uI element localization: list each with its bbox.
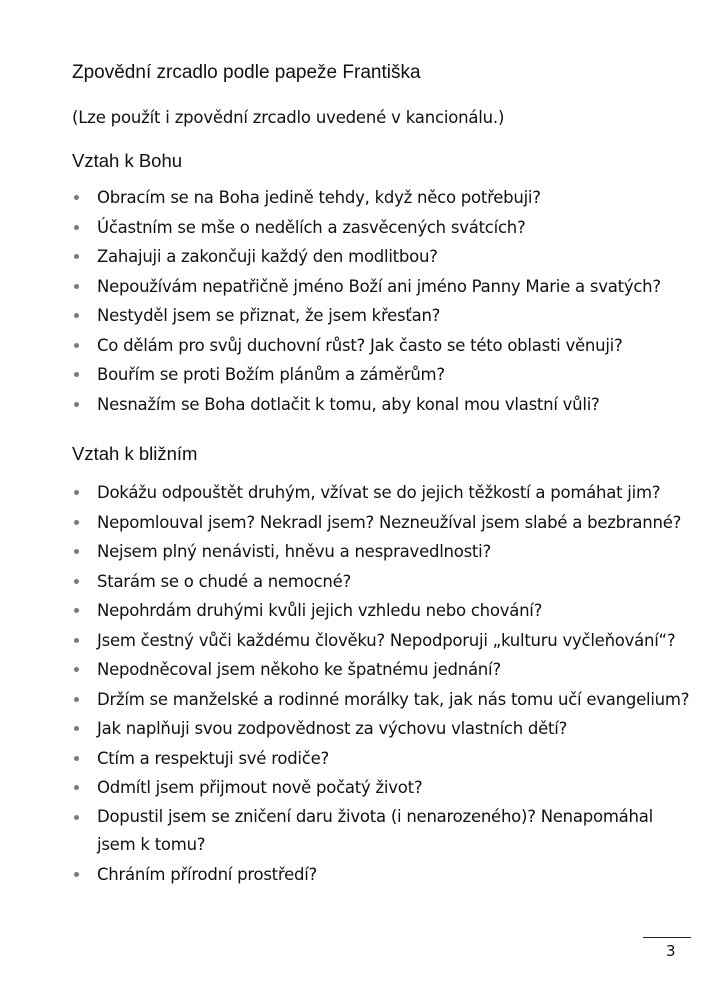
bullet-icon: [74, 254, 79, 259]
bullet-icon: [74, 815, 79, 820]
bullet-icon: [74, 520, 79, 525]
list-item: [72, 685, 690, 715]
bullet-icon: [74, 756, 79, 761]
list-relationship-to-neighbors: [72, 478, 690, 890]
list-item: [72, 655, 672, 685]
list-item-text: Dokážu odpouštět druhým, vžívat se do jejich těžkostí a pomáhat jim?: [97, 483, 661, 502]
section-heading-relationship-to-god: Vztah k Bohu: [72, 150, 183, 171]
bullet-icon: [74, 195, 79, 200]
list-item-text: Účastním se mše o nedělích a zasvěcených svátcích?: [97, 217, 526, 237]
list-item: [72, 183, 672, 213]
bullet-icon: [74, 225, 79, 230]
list-item-text: Obracím se na Boha jedině tehdy, když něco potřebuji?: [97, 188, 541, 207]
list-item-text: Ctím a respektuji své rodiče?: [97, 748, 329, 768]
list-item: [72, 478, 672, 508]
page-number: 3: [666, 942, 676, 960]
list-item: [72, 860, 672, 890]
list-item-text: Co dělám pro svůj duchovní růst? Jak často se této oblasti věnuji?: [97, 335, 623, 355]
list-item: [72, 626, 676, 656]
footer-divider: [643, 937, 691, 938]
list-item: [72, 508, 682, 538]
bullet-icon: [74, 284, 79, 289]
list-item-text: Nepodněcoval jsem někoho ke špatnému jednání?: [97, 660, 501, 679]
list-item: [72, 213, 672, 243]
list-item-text: Dopustil jsem se zničení daru života (i nenarozeného)? Nenapomáhal jsem k tomu?: [97, 806, 653, 854]
list-item: [72, 272, 672, 302]
bullet-icon: [74, 549, 79, 554]
list-item: [72, 803, 657, 859]
list-item: [72, 714, 672, 744]
list-item: [72, 744, 672, 774]
list-item: [72, 773, 672, 803]
list-item-text: Nepoužívám nepatřičně jméno Boží ani jméno Panny Marie a svatých?: [97, 276, 661, 296]
list-item: [72, 242, 672, 272]
bullet-icon: [74, 667, 79, 672]
list-item: [72, 567, 672, 597]
list-item-text: Chráním přírodní prostředí?: [97, 865, 318, 884]
list-relationship-to-god: [72, 183, 672, 419]
document-title: Zpovědní zrcadlo podle papeže Františka: [72, 62, 421, 83]
list-item-text: Jak naplňuji svou zodpovědnost za výchovu vlastních dětí?: [97, 719, 568, 738]
list-item-text: Starám se o chudé a nemocné?: [97, 571, 352, 591]
list-item: [72, 331, 672, 361]
list-item-text: Nesnažím se Boha dotlačit k tomu, aby konal mou vlastní vůli?: [97, 394, 600, 414]
list-item-text: Nepomlouval jsem? Nekradl jsem? Nezneužíval jsem slabé a bezbranné?: [97, 512, 682, 532]
bullet-icon: [74, 343, 79, 348]
bullet-icon: [74, 402, 79, 407]
list-item-text: Nestyděl jsem se přiznat, že jsem křesťan?: [97, 306, 441, 325]
list-item-text: Odmítl jsem přijmout nově počatý život?: [97, 778, 423, 797]
section-heading-relationship-to-neighbors: Vztah k bližním: [72, 443, 198, 464]
bullet-icon: [74, 313, 79, 318]
list-item-text: Nejsem plný nenávisti, hněvu a nespravedlnosti?: [97, 542, 491, 561]
bullet-icon: [74, 872, 79, 877]
list-item: [72, 301, 672, 331]
list-item: [72, 596, 672, 626]
bullet-icon: [74, 490, 79, 495]
list-item: [72, 360, 672, 390]
intro-note: (Lze použít i zpovědní zrcadlo uvedené v kancionálu.): [72, 108, 505, 127]
list-item-text: Zahajuji a zakončuji každý den modlitbou?: [97, 247, 438, 266]
list-item-text: Nepohrdám druhými kvůli jejich vzhledu nebo chování?: [97, 601, 543, 620]
list-item: [72, 390, 672, 420]
bullet-icon: [74, 638, 79, 643]
list-item-text: Jsem čestný vůči každému člověku? Nepodporuji „kulturu vyčleňování“?: [97, 630, 676, 650]
bullet-icon: [74, 608, 79, 613]
bullet-icon: [74, 726, 79, 731]
list-item-text: Držím se manželské a rodinné morálky tak, jak nás tomu učí evangelium?: [97, 689, 690, 709]
bullet-icon: [74, 579, 79, 584]
bullet-icon: [74, 697, 79, 702]
bullet-icon: [74, 372, 79, 377]
list-item-text: Bouřím se proti Božím plánům a záměrům?: [97, 365, 445, 384]
list-item: [72, 537, 672, 567]
bullet-icon: [74, 785, 79, 790]
